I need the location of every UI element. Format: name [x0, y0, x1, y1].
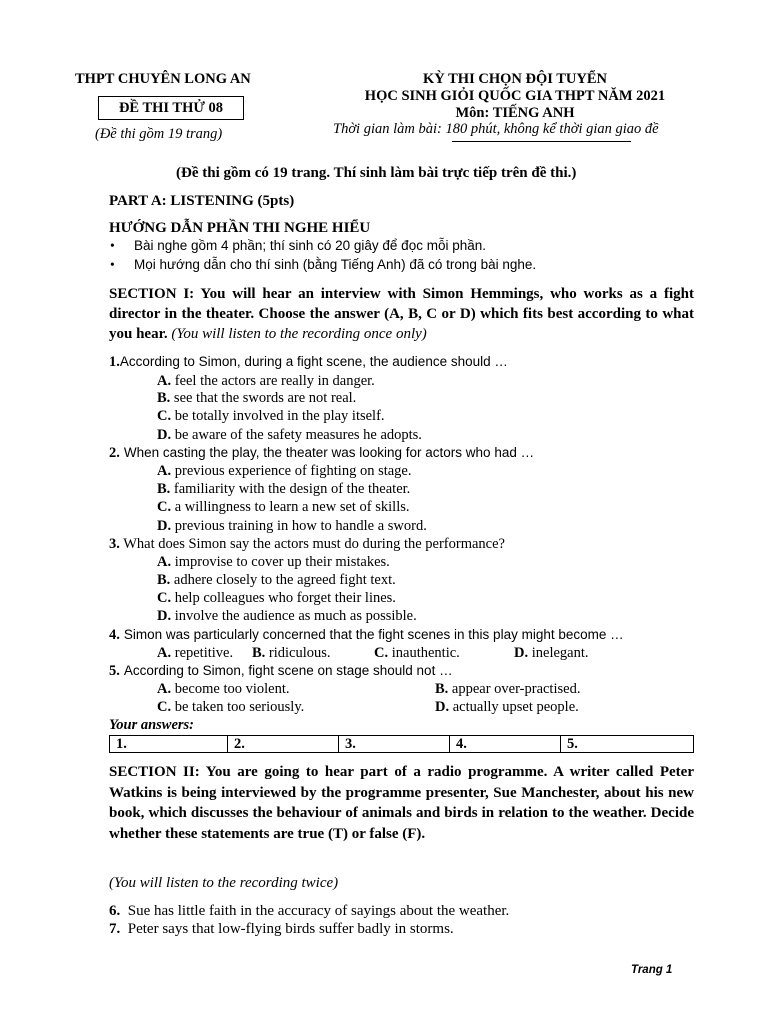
section2-instruction-italic: (You will listen to the recording twice) [109, 875, 339, 891]
option-letter: A. [157, 645, 172, 661]
school-name: THPT CHUYÊN LONG AN [75, 71, 251, 87]
statement-6 [109, 902, 509, 920]
q3-option-d[interactable] [157, 607, 417, 625]
guide-heading: HƯỚNG DẪN PHẦN THI NGHE HIỂU [109, 220, 371, 236]
page-number: Trang 1 [631, 964, 673, 976]
guide-bullet-1: • Bài nghe gồm 4 phần; thí sinh có 20 giây để đọc mỗi phần. [134, 238, 486, 253]
pages-note: (Đề thi gồm 19 trang) [95, 126, 223, 142]
option-text: inauthentic. [391, 645, 460, 661]
question-number: 2. [109, 445, 120, 461]
q5-option-a[interactable] [157, 680, 290, 698]
guide-bullet-2: • Mọi hướng dẫn cho thí sinh (bằng Tiếng Anh) đã có trong bài nghe. [134, 257, 536, 272]
option-letter: D. [514, 645, 529, 661]
answer-cell-1[interactable]: 1. [110, 736, 228, 753]
q1-option-b[interactable] [157, 389, 356, 407]
q3-option-c[interactable] [157, 589, 396, 607]
question-stem: According to Simon, fight scene on stage should not … [123, 663, 453, 678]
option-letter: C. [157, 699, 172, 715]
answer-table [109, 735, 694, 753]
option-letter: C. [157, 590, 172, 606]
q1-option-a[interactable] [157, 372, 375, 390]
option-text: involve the audience as much as possible. [174, 608, 417, 624]
option-text: adhere closely to the agreed fight text. [173, 572, 396, 588]
option-text: be aware of the safety measures he adopts. [174, 427, 422, 443]
q2-option-c[interactable] [157, 498, 410, 516]
question-stem: When casting the play, the theater was looking for actors who had … [123, 445, 535, 460]
q4-option-c[interactable] [374, 644, 460, 662]
question-stem: Simon was particularly concerned that the fight scenes in this play might become … [123, 627, 624, 642]
subject: Môn: TIẾNG ANH [455, 105, 575, 121]
option-text: help colleagues who forget their lines. [174, 590, 396, 606]
exam-label: ĐỀ THI THỬ 08 [118, 100, 224, 116]
option-text: inelegant. [531, 645, 589, 661]
option-letter: A. [157, 373, 172, 389]
answer-cell-2[interactable]: 2. [228, 736, 339, 753]
section1-instruction [109, 284, 694, 344]
option-text: improvise to cover up their mistakes. [174, 554, 390, 570]
option-text: become too violent. [174, 681, 290, 697]
part-a-heading: PART A: LISTENING (5pts) [109, 193, 295, 209]
q4-option-d[interactable] [514, 644, 589, 662]
section1-instruction-bold: SECTION I: You will hear an interview with Simon Hemmings, who works as a fight director in the theater. Choose the answer (A, B, C or D) which fits best according to what you hear. [109, 286, 694, 342]
question-stem: What does Simon say the actors must do during the performance? [123, 536, 505, 552]
question-number: 5. [109, 663, 120, 679]
question-1 [109, 353, 508, 371]
q2-option-a[interactable] [157, 462, 412, 480]
option-text: be taken too seriously. [174, 699, 305, 715]
question-5 [109, 662, 453, 680]
statement-text: Peter says that low-flying birds suffer badly in storms. [127, 921, 454, 937]
notice: (Đề thi gồm có 19 trang. Thí sinh làm bài trực tiếp trên đề thi.) [176, 165, 577, 181]
option-text: appear over-practised. [451, 681, 581, 697]
option-text: previous experience of fighting on stage. [174, 463, 412, 479]
question-2 [109, 444, 534, 462]
option-text: be totally involved in the play itself. [174, 408, 385, 424]
option-letter: A. [157, 681, 172, 697]
option-letter: C. [374, 645, 389, 661]
option-letter: A. [157, 463, 172, 479]
q3-option-b[interactable] [157, 571, 396, 589]
option-text: a willingness to learn a new set of skills. [174, 499, 410, 515]
statement-7 [109, 920, 454, 938]
option-letter: B. [157, 481, 171, 497]
q4-option-b[interactable] [252, 644, 331, 662]
question-stem: According to Simon, during a fight scene, the audience should … [119, 354, 508, 369]
option-letter: B. [157, 390, 171, 406]
exam-title-2: HỌC SINH GIỎI QUỐC GIA THPT NĂM 2021 [364, 88, 666, 104]
question-4 [109, 626, 624, 644]
option-letter: D. [157, 427, 172, 443]
option-letter: D. [157, 518, 172, 534]
q2-option-b[interactable] [157, 480, 410, 498]
option-text: feel the actors are really in danger. [174, 373, 375, 389]
time-note: Thời gian làm bài: 180 phút, không kể thời gian giao đề [333, 121, 659, 137]
answer-cell-4[interactable]: 4. [450, 736, 561, 753]
option-letter: C. [157, 499, 172, 515]
option-text: actually upset people. [452, 699, 579, 715]
option-text: previous training in how to handle a sword. [174, 518, 427, 534]
header-underline [452, 141, 631, 142]
option-text: see that the swords are not real. [173, 390, 357, 406]
exam-label-box [98, 96, 244, 120]
q2-option-d[interactable] [157, 517, 427, 535]
section2-instruction: SECTION II: You are going to hear part of a radio programme. A writer called Peter Watkins is being interviewed by the programme presenter, Sue Manchester, about his new book, which discusses the behaviour of animals and birds in relation to the weather. Decide whether these statements are true (T) or false (F). [109, 764, 694, 842]
q5-option-b[interactable] [435, 680, 580, 698]
option-letter: A. [157, 554, 172, 570]
q5-option-d[interactable] [435, 698, 579, 716]
option-text: ridiculous. [268, 645, 331, 661]
option-text: repetitive. [174, 645, 234, 661]
statement-number: 6. [109, 903, 121, 919]
section1-instruction-italic: (You will listen to the recording once only) [171, 326, 427, 342]
option-text: familiarity with the design of the theater. [173, 481, 411, 497]
option-letter: D. [435, 699, 450, 715]
q5-option-c[interactable] [157, 698, 304, 716]
q1-option-d[interactable] [157, 426, 422, 444]
exam-title-1: KỲ THI CHỌN ĐỘI TUYỂN [423, 71, 607, 87]
statement-text: Sue has little faith in the accuracy of sayings about the weather. [127, 903, 510, 919]
question-number: 4. [109, 627, 120, 643]
q3-option-a[interactable] [157, 553, 390, 571]
option-letter: B. [252, 645, 266, 661]
option-letter: B. [435, 681, 449, 697]
option-letter: C. [157, 408, 172, 424]
q1-option-c[interactable] [157, 407, 385, 425]
question-number: 3. [109, 536, 120, 552]
answers-label: Your answers: [109, 717, 195, 733]
statement-number: 7. [109, 921, 121, 937]
answer-cell-5[interactable]: 5. [561, 736, 694, 753]
question-3 [109, 535, 505, 553]
option-letter: D. [157, 608, 172, 624]
question-number: 1. [109, 354, 120, 370]
answer-cell-3[interactable]: 3. [339, 736, 450, 753]
q4-option-a[interactable] [157, 644, 233, 662]
option-letter: B. [157, 572, 171, 588]
